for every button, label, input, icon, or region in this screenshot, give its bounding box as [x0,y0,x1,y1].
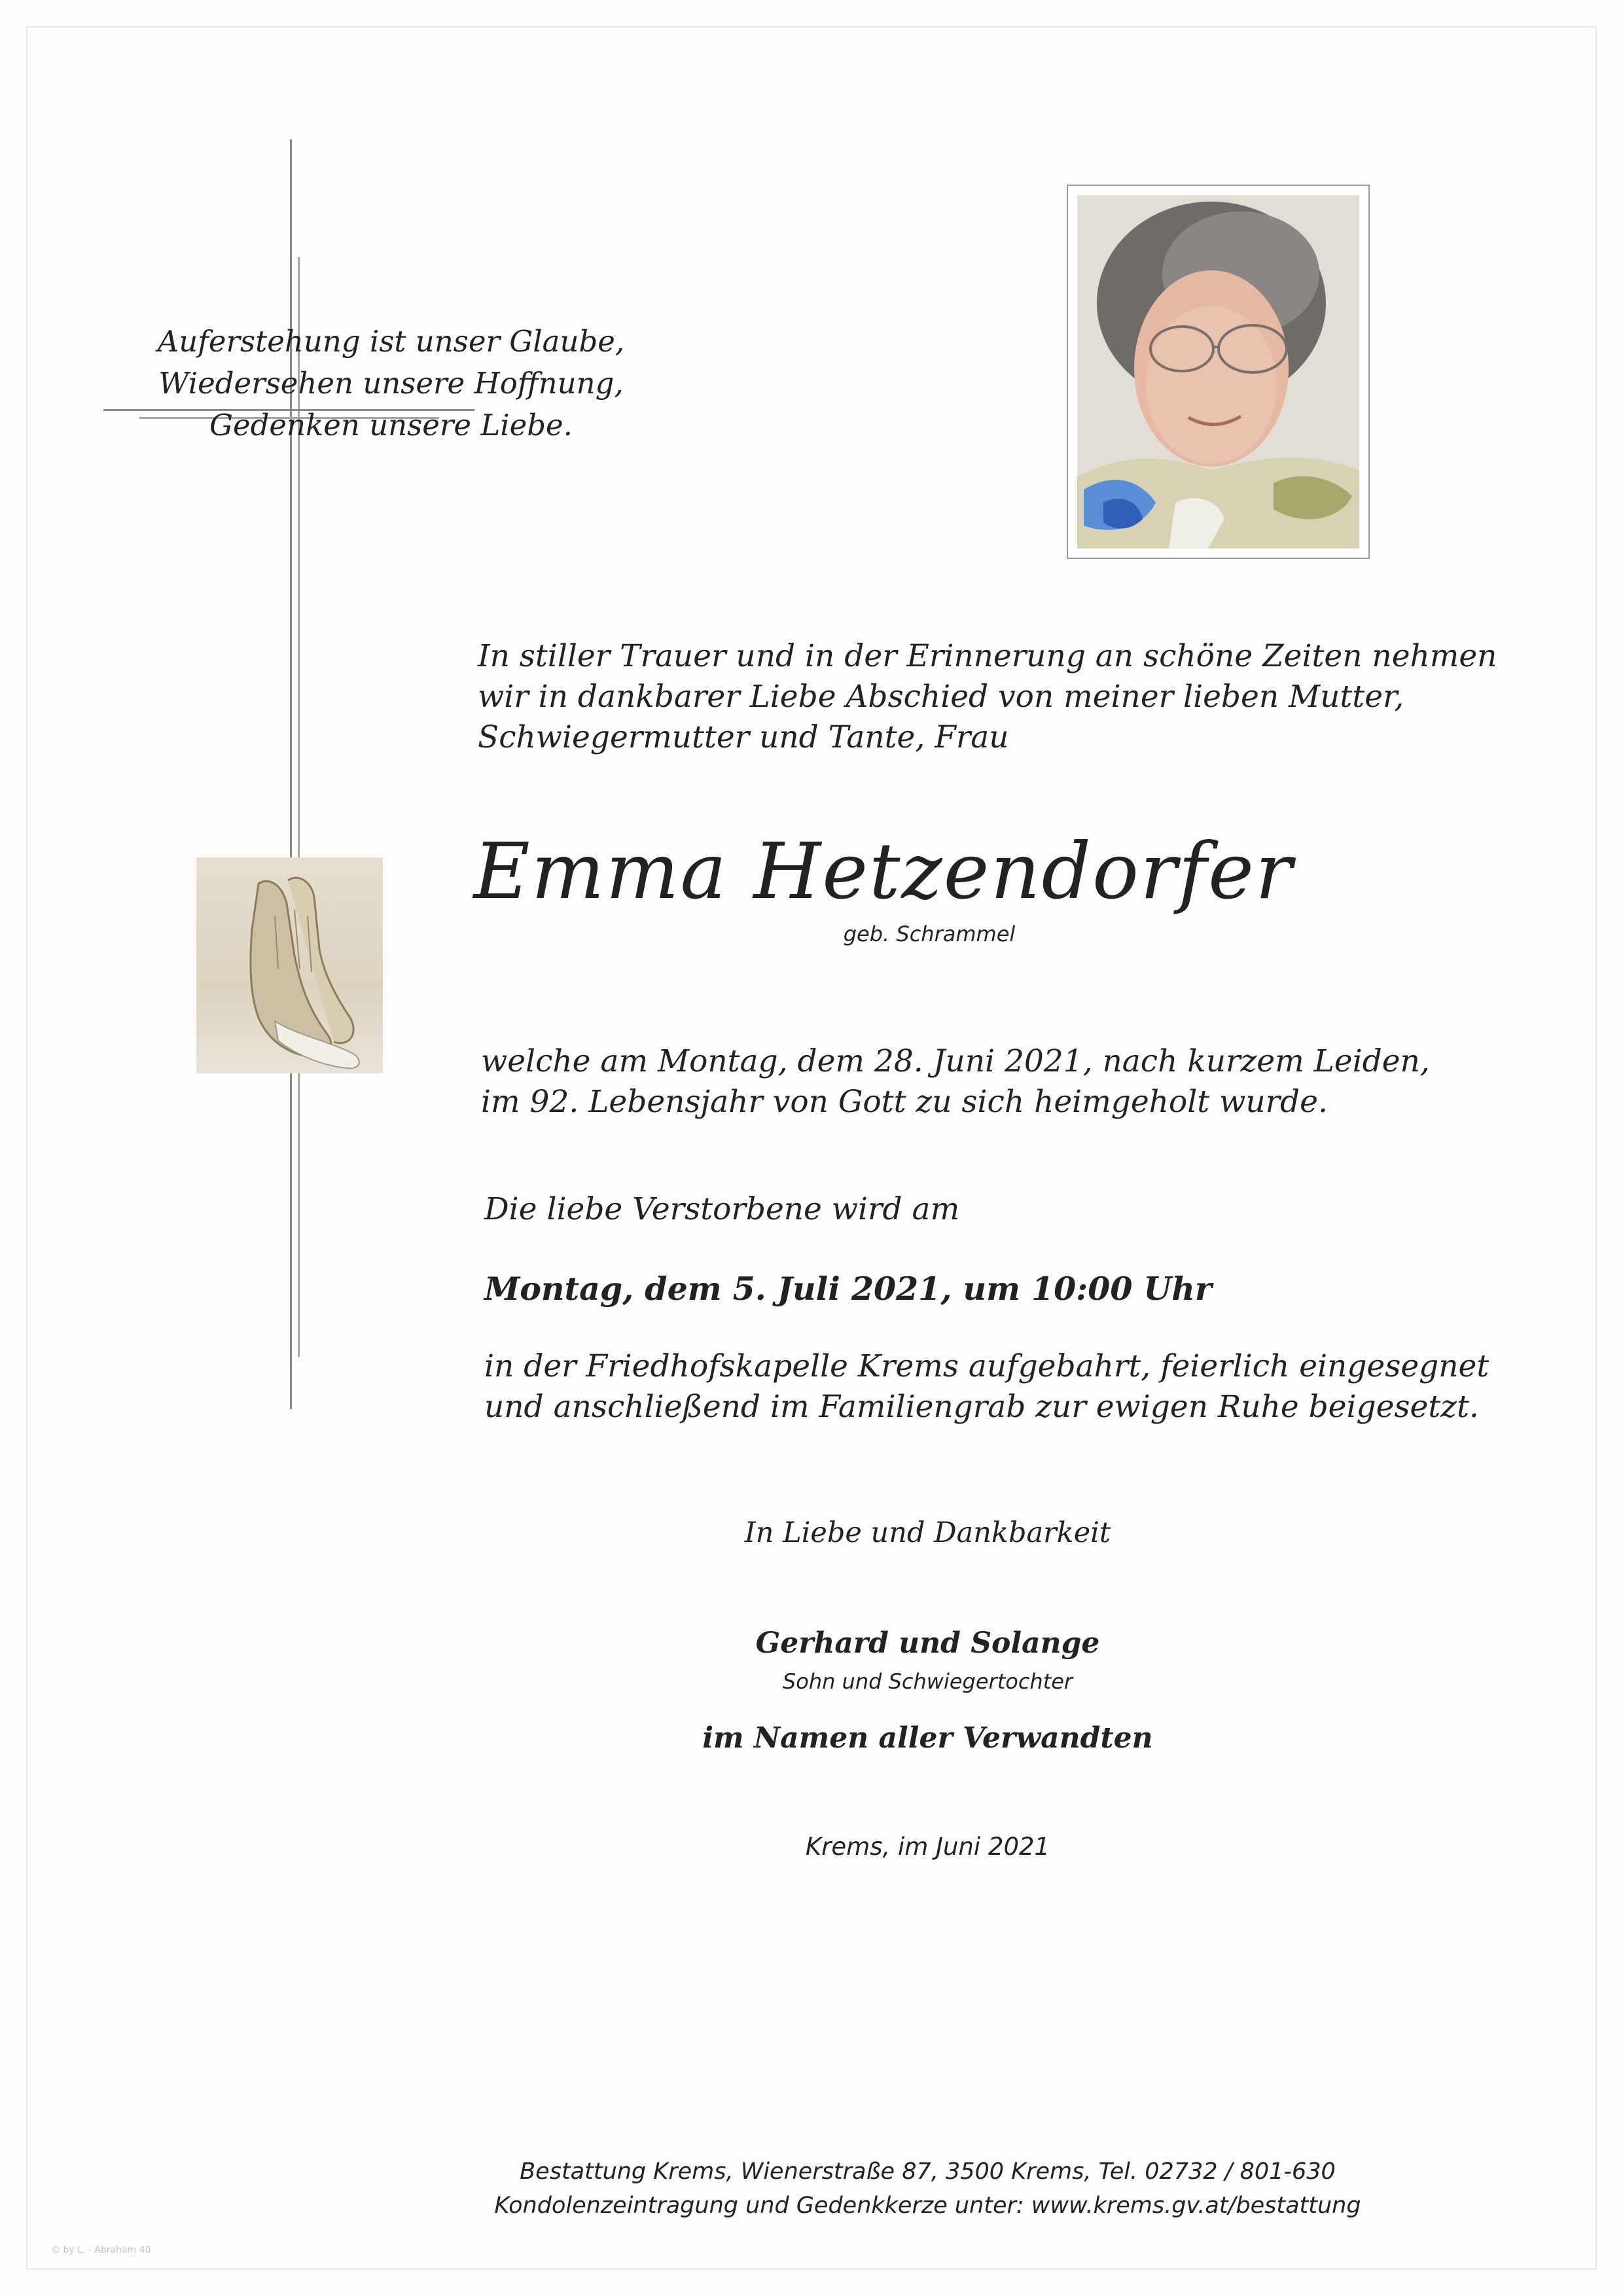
maiden-name: geb. Schrammel [843,922,1016,946]
mourners-relation: Sohn und Schwiegertochter [782,1669,1073,1694]
motto-line-3: Gedenken unsere Liebe. [209,408,573,442]
intro-line-3: Schwiegermutter und Tante, Frau [478,719,1009,755]
funeral-intro: Die liebe Verstorbene wird am [484,1191,960,1227]
death-line-2: im 92. Lebensjahr von Gott zu sich heimgeholt wurde. [481,1084,1328,1120]
mourners-names: Gerhard und Solange [755,1626,1100,1660]
portrait-photo [1077,195,1359,548]
place-date: Krems, im Juni 2021 [805,1833,1050,1861]
closing-phrase: In Liebe und Dankbarkeit [744,1516,1111,1549]
funeral-line-1: in der Friedhofskapelle Krems aufgebahrt, feierlich eingesegnet [484,1348,1489,1384]
intro-line-1: In stiller Trauer und in der Erinnerung an schöne Zeiten nehmen [478,638,1497,674]
deceased-name: Emma Hetzendorfer [473,826,1294,916]
footer-line-2: Kondolenzeintragung und Gedenkkerze unter: www.krems.gv.at/bestattung [494,2193,1361,2219]
imprint: © by L. - Abraham 40 [51,2245,151,2255]
relatives-line: im Namen aller Verwandten [702,1721,1153,1755]
funeral-line-2: und anschließend im Familiengrab zur ewigen Ruhe beigesetzt. [484,1389,1479,1425]
motto-line-2: Wiedersehen unsere Hoffnung, [158,366,624,401]
footer-line-1: Bestattung Krems, Wienerstraße 87, 3500 Krems, Tel. 02732 / 801-630 [520,2159,1336,2185]
motto-line-1: Auferstehung ist unser Glaube, [157,324,625,359]
funeral-date: Montag, dem 5. Juli 2021, um 10:00 Uhr [484,1270,1212,1308]
intro-line-2: wir in dankbarer Liebe Abschied von meiner lieben Mutter, [478,679,1404,715]
death-line-1: welche am Montag, dem 28. Juni 2021, nach kurzem Leiden, [481,1043,1430,1079]
portrait-frame [1067,185,1370,559]
